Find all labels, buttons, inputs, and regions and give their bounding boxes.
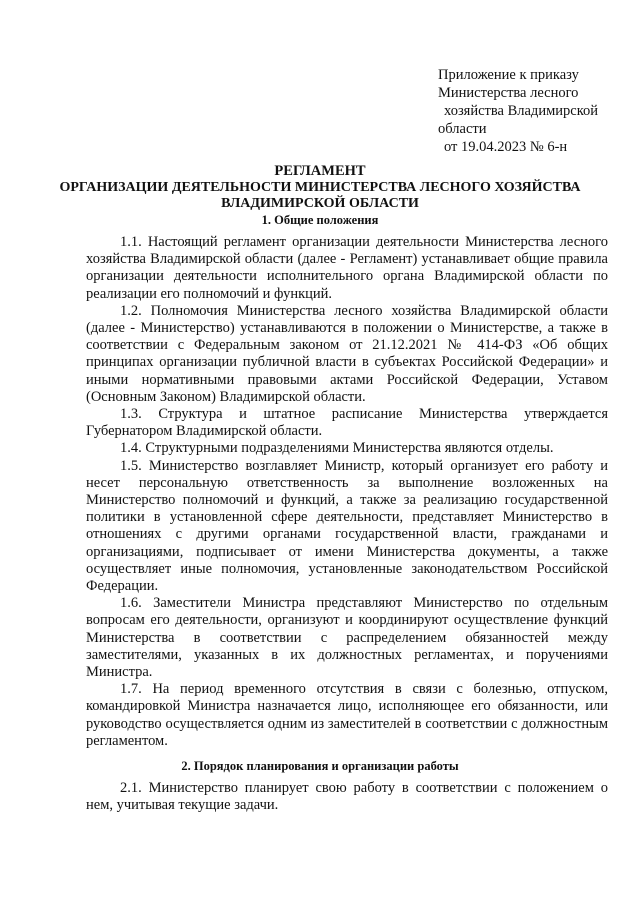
section-heading-2: 2. Порядок планирования и организации работы <box>181 759 459 773</box>
paragraph-1-2: 1.2. Полномочия Министерства лесного хозяйства Владимирской области (далее - Министерство) устанавливаются в положении о Министерстве, а также в соответствии с Федеральным законом от 21.12.2021 № 414-ФЗ «Об общих принципах организации публичной власти в субъектах Российской Федерации» и иными нормативными правовыми актами Российской Федерации, Уставом (Основным Законом) Владимирской области. <box>86 302 608 405</box>
appendix-line: от 19.04.2023 № 6-н <box>444 139 568 155</box>
paragraph-1-1: 1.1. Настоящий регламент организации деятельности Министерства лесного хозяйства Владимирской области (далее - Регламент) устанавливает общие правила организации деятельности исполнительного органа Владимирской области по реализации его полномочий и функций. <box>86 234 608 302</box>
section-heading-1: 1. Общие положения <box>261 213 379 227</box>
paragraph-1-3: 1.3. Структура и штатное расписание Министерства утверждается Губернатором Владимирской области. <box>86 406 608 440</box>
section-2-body <box>86 780 608 814</box>
document-title-block <box>0 163 640 212</box>
section-1-body <box>86 234 608 750</box>
paragraph-1-6: 1.6. Заместители Министра представляют Министерство по отдельным вопросам его деятельности, организуют и координируют осуществление функций Министерства в соответствии с распределением обязанностей между заместителями, указанных в их должностных регламентах, и поручениями Министра. <box>86 595 608 681</box>
appendix-line: Приложение к приказу <box>438 67 579 83</box>
paragraph-2-1: 2.1. Министерство планирует свою работу в соответствии с положением о нем, учитывая текущие задачи. <box>86 780 608 814</box>
paragraph-1-4: 1.4. Структурными подразделениями Министерства являются отделы. <box>120 440 554 457</box>
appendix-note <box>438 66 628 156</box>
document-title: РЕГЛАМЕНТ <box>274 163 366 179</box>
appendix-line: Министерства лесного <box>438 85 579 101</box>
document-subtitle: ОРГАНИЗАЦИИ ДЕЯТЕЛЬНОСТИ МИНИСТЕРСТВА ЛЕСНОГО ХОЗЯЙСТВА ВЛАДИМИРСКОЙ ОБЛАСТИ <box>59 180 581 211</box>
paragraph-1-7: 1.7. На период временного отсутствия в связи с болезнью, отпуском, командировкой Министра назначается лицо, исполняющее его обязанности, или руководство осуществляется одним из заместителей в соответствии с должностным регламентом. <box>86 681 608 749</box>
appendix-line: области <box>438 121 487 137</box>
paragraph-1-5: 1.5. Министерство возглавляет Министр, который организует его работу и несет персональную ответственность за выполнение возложенных на Министерство полномочий и функций, а также за реализацию государственной политики в установленной сфере деятельности, представляет Министерство в отношениях с другими органами государственной власти, гражданами и организациями, подписывает от имени Министерства документы, а также осуществляет иные полномочия, установленные законодательством Российской Федерации. <box>86 457 608 595</box>
appendix-line: хозяйства Владимирской <box>444 103 599 119</box>
